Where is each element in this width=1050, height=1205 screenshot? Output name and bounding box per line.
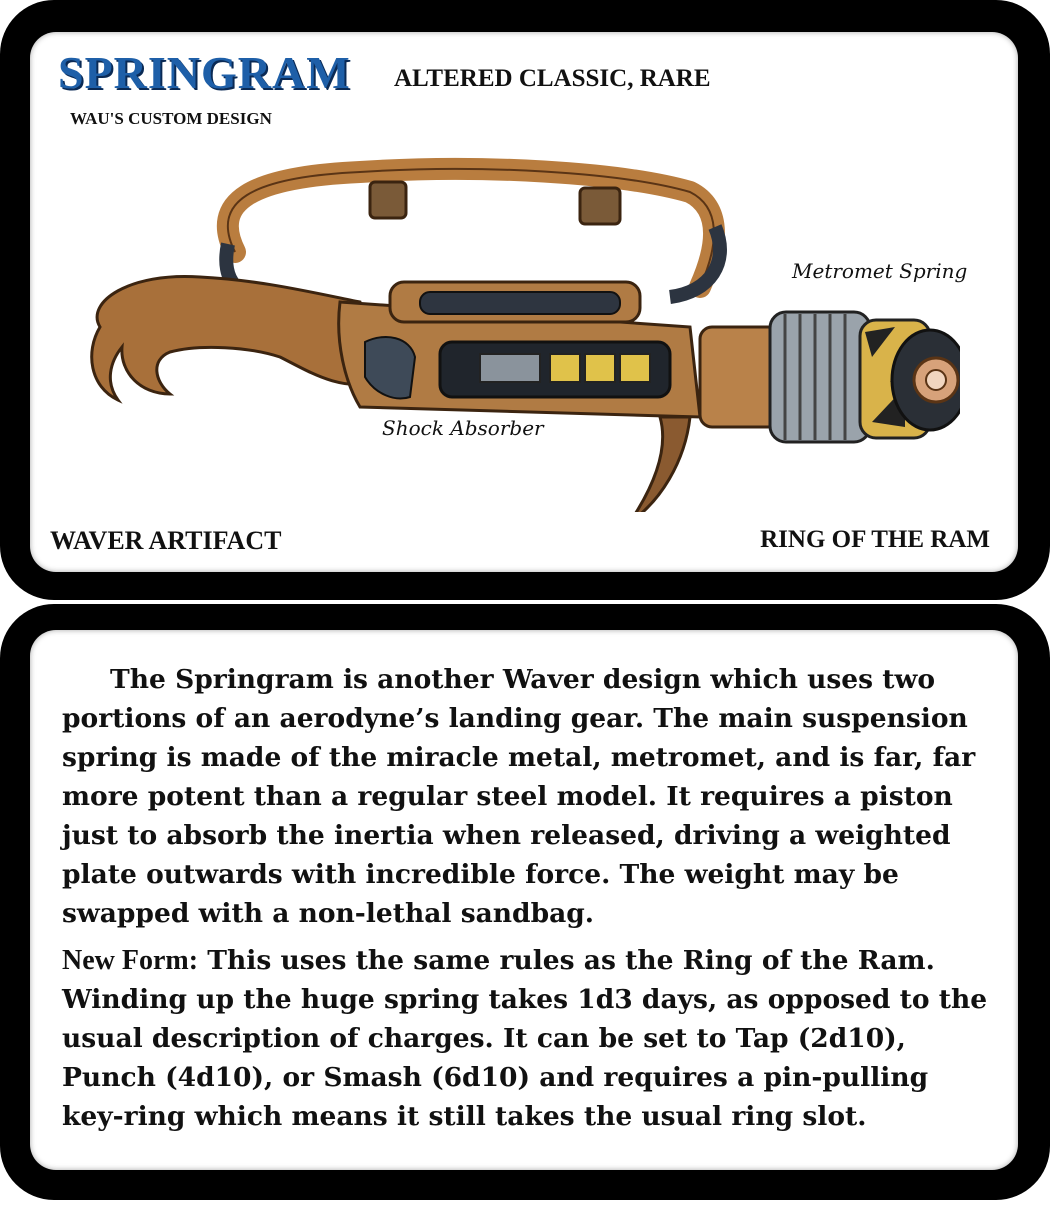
card-back-panel xyxy=(30,630,1018,1170)
callout-shock-absorber: Shock Absorber xyxy=(382,416,544,440)
ring-of-the-ram-reference: Ring of the Ram xyxy=(682,945,926,976)
rules-text-2: . Winding up the huge spring takes 1d3 days, as opposed to the usual description of charges. It can be set to Tap (2d10), Punch (4d10), or Smash (6d10) and requires a pin-pulling key-ring which means it still takes the usual ring slot. xyxy=(62,945,988,1132)
item-card-back xyxy=(0,604,1050,1200)
item-rarity: ALTERED CLASSIC, RARE xyxy=(394,65,711,92)
item-category: WAVER ARTIFACT xyxy=(50,526,282,555)
designer-credit: WAU'S CUSTOM DESIGN xyxy=(70,109,272,128)
grip-stock xyxy=(92,276,380,400)
item-card-front xyxy=(0,0,1050,600)
callout-metromet-spring: Metromet Spring xyxy=(792,259,968,283)
description-paragraph-1: The Springram is another Waver design which uses two portions of an aerodyne’s landing gear. The main suspension spring is made of the miracle metal, metromet, and is far, far more potent than a regular steel model. It requires a piston just to absorb the inertia when released, driving a weighted plate outwards with incredible force. The weight may be swapped with a non-lethal sandbag. xyxy=(62,664,976,929)
card-front-panel xyxy=(30,32,1018,572)
shoulder-strap xyxy=(228,169,714,287)
item-title: SPRINGRAM xyxy=(58,47,351,98)
rules-text-1: This uses the same rules as the xyxy=(198,945,683,976)
description-paragraph-2 xyxy=(62,941,992,1136)
item-description xyxy=(62,660,992,1136)
springram-illustration xyxy=(60,132,960,512)
item-base-reference: RING OF THE RAM xyxy=(760,526,990,553)
shock-absorber-trigger xyxy=(630,417,690,512)
new-form-label: New Form: xyxy=(62,945,199,976)
